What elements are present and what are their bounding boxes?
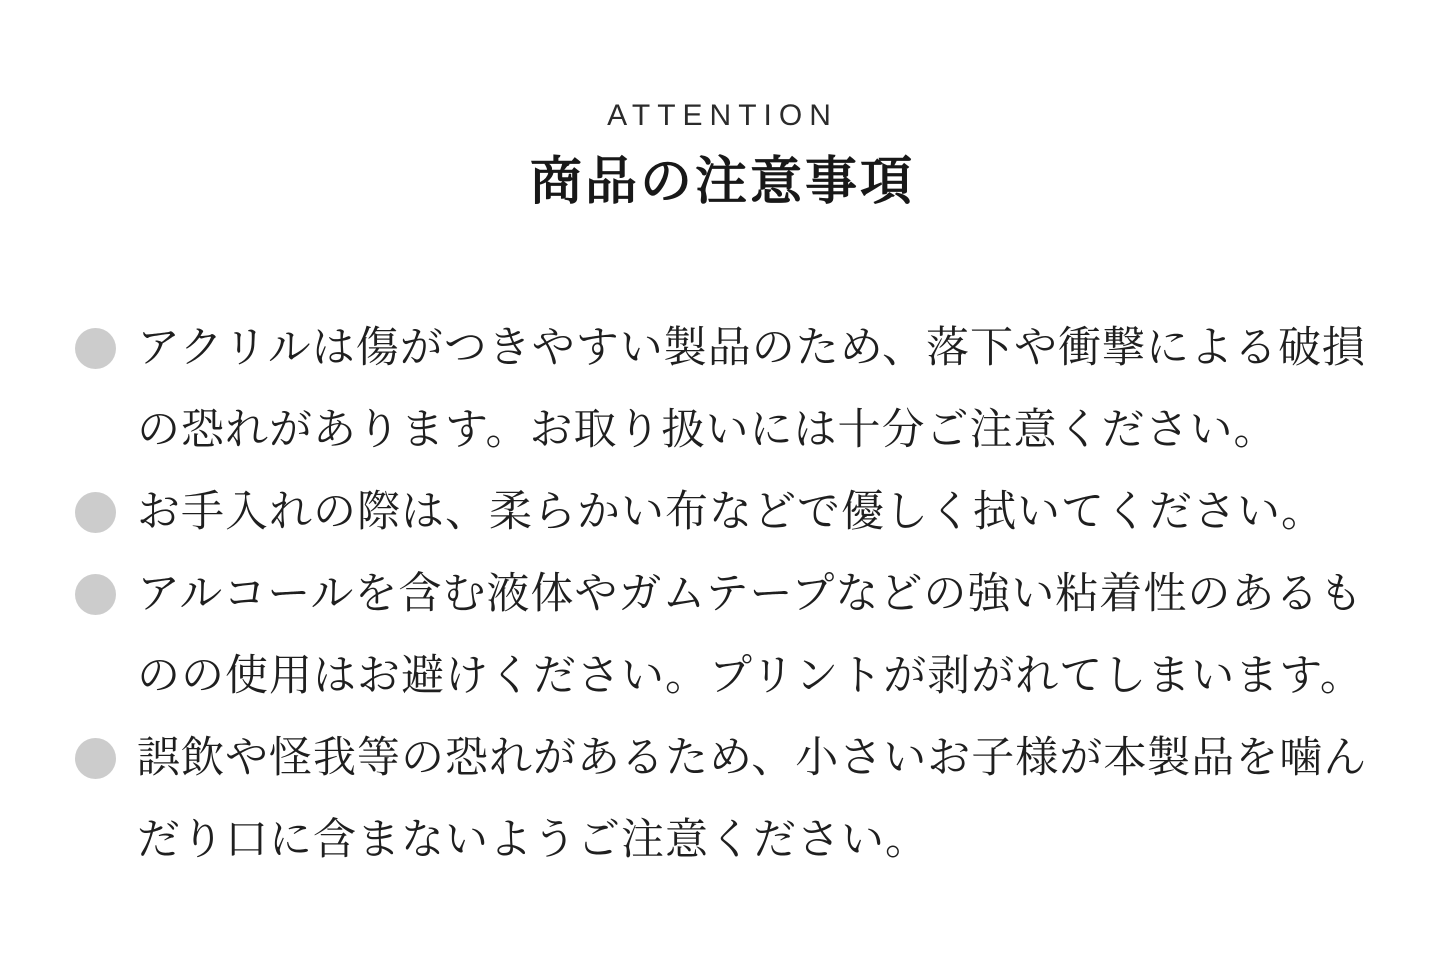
list-item (75, 717, 1373, 881)
bullet-circle-icon (75, 492, 116, 533)
list-item (75, 307, 1373, 471)
bullet-circle-icon (75, 574, 116, 615)
bullet-circle-icon (75, 738, 116, 779)
precaution-text: アクリルは傷がつきやすい製品のため、落下や衝撃による破損の恐れがあります。お取り扱いには十分ご注意ください。 (137, 324, 1366, 454)
page-title: 商品の注意事項 (529, 153, 915, 211)
precaution-text: お手入れの際は、柔らかい布などで優しく拭いてください。 (137, 488, 1325, 536)
bullet-circle-icon (75, 328, 116, 369)
list-item (75, 553, 1373, 717)
attention-eyebrow-label: ATTENTION (607, 99, 838, 132)
precaution-text: アルコールを含む液体やガムテープなどの強い粘着性のあるものの使用はお避けください。プリントが剥がれてしまいます。 (137, 570, 1364, 700)
precaution-text: 誤飲や怪我等の恐れがあるため、小さいお子様が本製品を噛んだり口に含まないようご注意ください。 (137, 734, 1368, 864)
list-item (75, 471, 1373, 553)
notice-header (0, 98, 1445, 215)
precaution-list (0, 307, 1445, 881)
